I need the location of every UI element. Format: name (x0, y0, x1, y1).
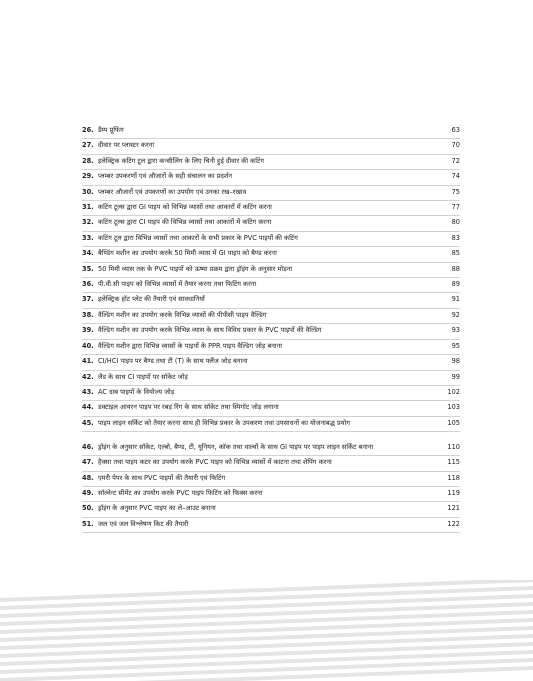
toc-page-number: 102 (447, 387, 460, 396)
toc-entry (82, 419, 440, 427)
toc-page-number: 122 (447, 519, 460, 528)
toc-page-number: 103 (447, 403, 460, 412)
toc-number: 26. (82, 126, 94, 134)
toc-row (82, 155, 460, 170)
toc-row (82, 417, 460, 432)
toc-page-number: 70 (451, 141, 460, 150)
toc-page-number: 83 (451, 233, 460, 242)
toc-number: 38. (82, 310, 94, 319)
toc-row (82, 502, 460, 517)
toc-row (82, 232, 460, 247)
toc-page-number: 91 (451, 295, 460, 304)
toc-title: दीवार पर प्लास्टर करना (98, 141, 155, 150)
toc-title: डैम्प प्रूफिंग (98, 126, 124, 134)
toc-entry (82, 295, 440, 303)
toc-title: एमरी पेपर के साथ PVC पाइपों की तैयारी एवं फिटिंग (98, 473, 226, 482)
toc-page-number: 80 (451, 218, 460, 227)
toc-page-number: 85 (451, 249, 460, 258)
toc-number: 31. (82, 203, 94, 212)
toc-number: 43. (82, 387, 94, 396)
toc-page-number: 121 (447, 504, 460, 513)
toc-page-number: 75 (451, 187, 460, 196)
toc-page-number: 110 (447, 442, 460, 451)
toc-page-number: 105 (447, 418, 460, 427)
toc-number: 41. (82, 357, 94, 366)
toc-title: वैल्डिंग मशीन द्वारा विभिन्न व्यासों के पाइपों के PPR पाइप वैल्डिंग जोड़ बनाना (98, 341, 282, 350)
toc-title: AC दाब पाइपों के वियोज्य जोड़ (98, 387, 175, 396)
toc-number: 29. (82, 172, 94, 181)
toc-number: 50. (82, 504, 94, 513)
toc-row (82, 386, 460, 401)
toc-number: 45. (82, 418, 94, 427)
toc-row (82, 401, 460, 416)
toc-number: 47. (82, 458, 94, 467)
toc-page-number: 93 (451, 326, 460, 335)
toc-number: 44. (82, 403, 94, 412)
toc-title: प्लम्बर उपकरणों एवं औजारों के सही संचालन का प्रदर्शन (98, 172, 233, 181)
toc-title: जल एवं जल विश्लेषण किट की तैयारी (98, 519, 189, 528)
toc-row (82, 216, 460, 231)
toc-number: 33. (82, 233, 94, 242)
toc-page-number: 98 (451, 357, 460, 366)
toc-page-number: 115 (447, 458, 460, 467)
toc-entry (82, 126, 440, 134)
toc-title: 50 मिमी व्यास तक के PVC पाइपों को ऊष्मा प्रक्रम द्वारा ड्रॉइंग के अनुसार मोड़ना (98, 264, 293, 273)
toc-title: लैड के साथ CI पाइपों पर सॉकेट जोड़ (98, 372, 188, 381)
toc-entry (82, 342, 440, 350)
toc-entry (82, 326, 440, 334)
toc-page-number: 89 (451, 280, 460, 289)
toc-entry (82, 443, 440, 451)
toc-row (82, 139, 460, 154)
toc-title: ड्रॉइंग के अनुसार PVC पाइप का ले–आउट बनाना (98, 504, 216, 513)
toc-entry (82, 458, 440, 466)
toc-entry (82, 474, 440, 482)
toc-number: 34. (82, 249, 94, 258)
toc-row (82, 456, 460, 471)
toc-page-number: 88 (451, 264, 460, 273)
toc-title: इलेक्ट्रिक कटिंग टूल द्वारा कन्सीलिंग के लिए चिनी हुई दीवार की कटिंग (98, 156, 264, 165)
toc-number: 51. (82, 519, 94, 528)
toc-title: पी.वी.सी पाइप को विभिन्न व्यासों में तैयार करना तथा फिटिंग करना (98, 280, 257, 289)
toc-title: बैण्डिंग मशीन का उपयोग करके 50 मिमी व्यास में GI पाइप को बैण्ड करना (98, 249, 277, 258)
toc-row (82, 309, 460, 324)
toc-entry (82, 489, 440, 497)
toc-entry (82, 403, 440, 411)
toc-row (82, 432, 460, 456)
toc-entry (82, 218, 440, 226)
toc-page-number: 72 (451, 156, 460, 165)
toc-row (82, 186, 460, 201)
toc-entry (82, 311, 440, 319)
toc-row (82, 518, 460, 533)
toc-title: कटिंग टूल्स द्वारा GI पाइप को विभिन्न व्यासों तथा आकारों में कटिंग करना (98, 203, 272, 212)
toc-title: डक्टाइल आयरन पाइप पर रबड़ रिंग के साथ सॉकेट तथा स्पिगॉट जोड़ लगाना (98, 403, 279, 412)
toc-row (82, 487, 460, 502)
toc-entry (82, 141, 440, 149)
toc-row (82, 293, 460, 308)
toc-row (82, 472, 460, 487)
toc-title: हैक्सा तथा पाइप कटर का उपयोग करके PVC पाइप को विभिन्न व्यासों में काटना तथा शेपिंग करना (98, 458, 332, 467)
toc-page-number: 99 (451, 372, 460, 381)
toc-page-number: 118 (447, 473, 460, 482)
toc-entry (82, 504, 440, 512)
toc-entry (82, 203, 440, 211)
toc-entry (82, 388, 440, 396)
toc-row (82, 124, 460, 139)
toc-number: 46. (82, 442, 94, 451)
toc-number: 42. (82, 372, 94, 381)
toc-entry (82, 188, 440, 196)
toc-number: 27. (82, 141, 94, 150)
toc-title: पाइप लाइन सर्किट को तैयार करना साथ ही विभिन्न प्रकार के उपकरण तथा उपसाधनों का योजनाबद्ध प्रयोग (98, 418, 350, 427)
toc-title: CI/HCI पाइप पर बैण्ड तथा टी (T) के साथ फ्लैंज जोड़ बनाना (98, 357, 248, 366)
toc-title: प्लम्बर औजारों एवं उपकरणों का उपयोग एवं उनका रख–रखाव (98, 187, 247, 196)
toc-page-number: 74 (451, 172, 460, 181)
toc-row (82, 263, 460, 278)
toc-entry (82, 357, 440, 365)
toc-title: इलेक्ट्रिक हॉट प्लेट की तैयारी एवं सावधानियाँ (98, 295, 205, 304)
toc-row (82, 340, 460, 355)
toc-page-number: 119 (447, 488, 460, 497)
toc-row (82, 201, 460, 216)
toc-number: 36. (82, 280, 94, 289)
toc-entry (82, 373, 440, 381)
table-of-contents (82, 124, 460, 533)
toc-number: 35. (82, 264, 94, 273)
toc-row (82, 371, 460, 386)
toc-row (82, 247, 460, 262)
toc-number: 39. (82, 326, 94, 335)
toc-title: ड्रॉइंग के अनुसार सॉकेट, एल्बो, बैण्ड, टी, यूनियन, कॉक तथा वाल्वों के साथ GI पाइप पर पाइप लाइन सर्किट बनाना (98, 442, 374, 451)
toc-page-number: 77 (451, 203, 460, 212)
toc-entry (82, 172, 440, 180)
toc-title: सॉल्वेन्ट सीमेंट का उपयोग करके PVC पाइप फिटिंग को फिक्स करना (98, 488, 263, 497)
toc-entry (82, 265, 440, 273)
toc-row (82, 324, 460, 339)
toc-row (82, 170, 460, 185)
toc-page-number: 92 (451, 310, 460, 319)
toc-entry (82, 280, 440, 288)
toc-title: वैल्डिंग मशीन का उपयोग करके विभिन्न व्यास के साथ विविध प्रकार के PVC पाइपों की वैल्डिंग (98, 326, 322, 335)
toc-entry (82, 234, 440, 242)
toc-title: कटिंग टूल्स द्वारा CI पाइप की विभिन्न व्यासों तथा आकारों में कटिंग करना (98, 218, 272, 227)
toc-entry (82, 520, 440, 528)
toc-number: 37. (82, 295, 94, 304)
toc-number: 48. (82, 473, 94, 482)
toc-title: कटिंग टूल द्वारा विभिन्न व्यासों तथा आकारों के सभी प्रकार के PVC पाइपों की कटिंग (98, 233, 298, 242)
toc-number: 28. (82, 156, 94, 165)
toc-number: 49. (82, 488, 94, 497)
toc-title: वैल्डिंग मशीन का उपयोग करके विभिन्न व्यासों की पीपीसी पाइप वैल्डिंग (98, 310, 267, 319)
toc-number: 30. (82, 187, 94, 196)
toc-row (82, 278, 460, 293)
toc-page-number: 63 (451, 126, 460, 134)
toc-entry (82, 157, 440, 165)
toc-row (82, 355, 460, 370)
toc-entry (82, 249, 440, 257)
toc-number: 32. (82, 218, 94, 227)
decorative-stripes (0, 580, 533, 681)
toc-page-number: 95 (451, 341, 460, 350)
toc-number: 40. (82, 341, 94, 350)
